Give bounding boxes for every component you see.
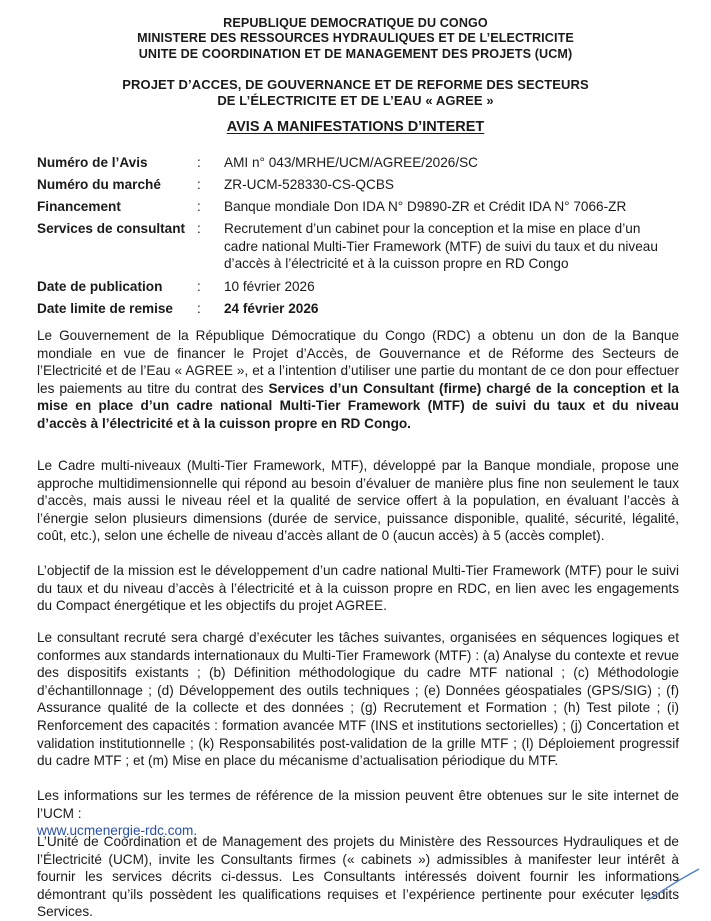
- paragraph-financing: [37, 327, 679, 433]
- notice-title-text: AVIS A MANIFESTATIONS D’INTERET: [226, 119, 485, 135]
- paragraph-mtf-description: Le Cadre multi-niveaux (Multi-Tier Framework, MTF), développé par la Banque mondiale, propose une approche multidimensionnelle qui répond au besoin d’évaluer de manière plus fine non seulement le taux d’accès, mais aussi le niveau réel et la qualité de service offert à la population, en évaluant l’accès à l’énergie selon plusieurs dimensions (durée de service, puissance disponible, qualité, sécurité, légalité, coût, etc.), selon une échelle de niveau d’accès allant de 0 (aucun accès) à 5 (accès complet).: [37, 458, 679, 544]
- info-colon: :: [197, 199, 201, 214]
- info-colon: :: [197, 301, 201, 316]
- info-colon: :: [197, 221, 201, 236]
- info-row-marche: [37, 176, 677, 198]
- paragraph-financing-services: Services d’un Consultant (firme) chargé de la conception et la mise en place d’un cadre national Multi-Tier Framework (MTF) de suivi du taux et du niveau d’accès à l’électricité et à la cuisson propre en RD Congo.: [37, 380, 679, 431]
- header-project: [0, 77, 711, 109]
- header-line-country: REPUBLIQUE DEMOCRATIQUE DU CONGO: [223, 16, 488, 30]
- initial-signature-mark: [643, 865, 703, 905]
- notice-title: [0, 119, 711, 135]
- project-line-1: PROJET D’ACCES, DE GOUVERNANCE ET DE REFORME DES SECTEURS: [122, 77, 589, 92]
- header-line-unit: UNITE DE COORDINATION ET DE MANAGEMENT DES PROJETS (UCM): [138, 46, 573, 61]
- paragraph-financing-text: Le Gouvernement de la République Démocratique du Congo (RDC) a obtenu un don de la Banque mondiale en vue de financer le Projet d’Accès, de Gouvernance et de Réforme des Secteurs de l’Electricité et de l’Eau « AGREE », et a l’intention d’utiliser une partie du montant de ce don pour effectuer les paiements au titre du contrat des: [37, 328, 679, 396]
- info-row-avis: [37, 154, 677, 176]
- info-colon: :: [197, 279, 201, 294]
- header-line-ministry: MINISTERE DES RESSOURCES HYDRAULIQUES ET DE L’ELECTRICITE: [137, 31, 574, 46]
- info-row-services: [37, 220, 677, 278]
- info-row-publication: [37, 278, 677, 300]
- info-value: 10 février 2026: [224, 279, 315, 294]
- project-line-2: DE L’ÉLECTRICITE ET DE L’EAU « AGREE »: [217, 93, 494, 108]
- info-label: Date limite de remise: [37, 301, 173, 316]
- info-colon: :: [197, 155, 201, 170]
- info-label: Numéro du marché: [37, 177, 161, 192]
- info-value: ZR-UCM-528330-CS-QCBS: [224, 177, 394, 192]
- info-colon: :: [197, 177, 201, 192]
- paragraph-terms-text: Les informations sur les termes de référence de la mission peuvent être obtenues sur le site internet de l’UCM :: [37, 788, 679, 821]
- info-row-financement: [37, 198, 677, 220]
- paragraph-objective: L’objectif de la mission est le développement d’un cadre national Multi-Tier Framework (MTF) pour le suivi du taux et du niveau d’accès à l’électricité et à la cuisson propre en RDC, en lien avec les engagements du Compact énergétique et les objectifs du projet AGREE.: [37, 563, 679, 614]
- paragraph-tasks: Le consultant recruté sera chargé d’exécuter les tâches suivantes, organisées en séquences logiques et conformes aux standards internationaux du Multi-Tier Framework (MTF) : (a) Analyse du contexte et revue des dispositifs existants ; (b) Définition méthodologique du cadre MTF national ; (c) Méthodologie d’échantillonnage ; (d) Développement des outils techniques ; (e) Données géospatiales (GPS/SIG) ; (f) Assurance qualité de la collecte et des données ; (g) Recrutement et Formation ; (h) Test pilote ; (i) Renforcement des capacités : formation avancée MTF (INS et institutions sectorielles) ; (j) Concertation et validation institutionnelle ; (k) Responsabilités post-validation de la grille MTF ; (l) Déploiement progressif du cadre MTF ; et (m) Mise en place du mécanisme d’actualisation périodique du MTF.: [37, 630, 679, 769]
- paragraph-terms: [37, 787, 679, 840]
- info-value-deadline: 24 février 2026: [224, 301, 319, 316]
- notice-info-table: [37, 154, 677, 322]
- info-label: Numéro de l’Avis: [37, 155, 148, 170]
- info-value: Recrutement d’un cabinet pour la conception et la mise en place d’un cadre national Multi-Tier Framework (MTF) de suivi du taux et du niveau d’accès à l’électricité et à la cuisson propre en RD Congo: [224, 221, 658, 271]
- info-label: Date de publication: [37, 279, 163, 294]
- info-row-deadline: [37, 300, 677, 322]
- ucm-website-link[interactable]: www.ucmenergie-rdc.com.: [37, 823, 198, 839]
- paragraph-invitation: L’Unité de Coordination et de Management des projets du Ministère des Ressources Hydrauliques et de l’Électricité (UCM), invite les Consultants firmes (« cabinets ») admissibles à manifester leur intérêt à fournir les services décrits ci-dessus. Les Consultants intéressés doivent fournir les informations démontrant qu’ils possèdent les qualifications requises et l’expérience pertinente pour exécuter lesdits Services.: [37, 834, 679, 920]
- info-value: Banque mondiale Don IDA N° D9890-ZR et Crédit IDA N° 7066-ZR: [224, 199, 627, 214]
- header-ministry: [0, 16, 711, 62]
- info-value: AMI n° 043/MRHE/UCM/AGREE/2026/SC: [224, 155, 478, 170]
- info-label: Financement: [37, 199, 121, 214]
- info-label: Services de consultant: [37, 221, 186, 236]
